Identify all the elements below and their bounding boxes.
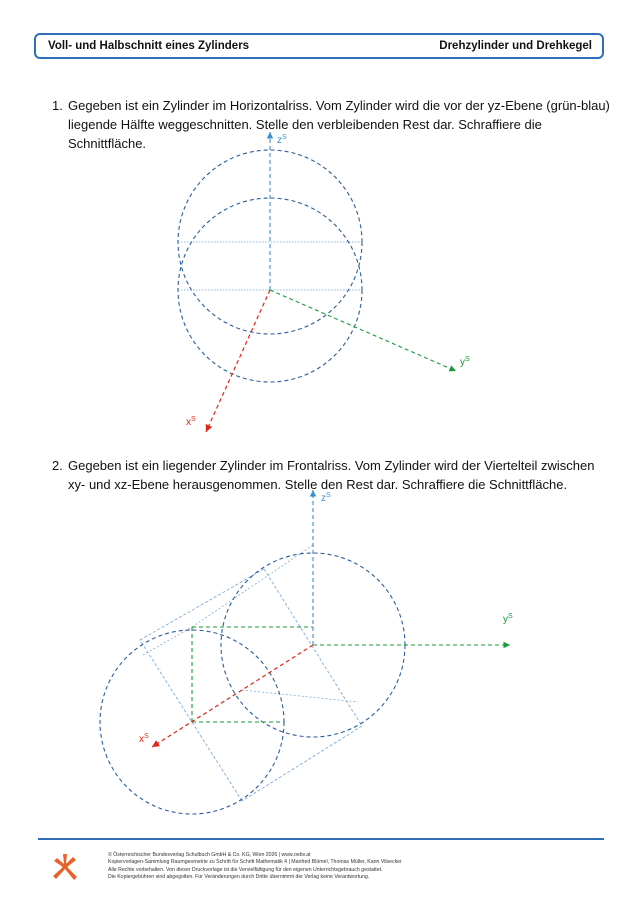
fig2-z-label: $z^S$ xyxy=(321,492,331,504)
footer-line-3: Alle Rechte vorbehalten. Von dieser Druckvorlage ist die Vervielfältigung für den eigenen Unterrichtsgebrauch gestattet. xyxy=(108,866,383,873)
fig2-outline-6 xyxy=(192,545,313,627)
figure-2 xyxy=(100,490,513,814)
task-1-number: 1. xyxy=(52,98,63,113)
footer-line-2: Kopiervorlagen-Sammlung Raumgeometrie zu Schritt für Schritt Mathematik 4 | Manfred Blümel, Thomas Müller, Karin Vilsecker xyxy=(108,859,402,866)
fig1-y-axis xyxy=(270,290,456,371)
fig1-z-label: $z^S$ xyxy=(277,134,287,146)
task-1-text: Gegeben ist ein Zylinder im Horizontalriss. Vom Zylinder wird die vor der yz-Ebene (grün-blau) liegende Hälfte weggeschnitten. Stelle den verbleibenden Rest dar. Schraffiere die Schnittfläche. xyxy=(68,98,610,151)
fig2-x-label: $x^S$ xyxy=(139,733,149,745)
fig2-outline-4 xyxy=(140,640,242,801)
footer-line-1: © Österreichischer Bundesverlag Schulbuch GmbH & Co. KG, Wien 2026 | www.oebv.at xyxy=(108,852,311,858)
fig2-outline-7 xyxy=(242,690,358,702)
chapter-title: Drehzylinder und Drehkegel xyxy=(439,40,592,52)
footer-divider xyxy=(38,838,604,840)
fig2-outline-5 xyxy=(143,627,192,655)
fig2-outline-3 xyxy=(242,726,362,801)
fig2-y-label: $y^S$ xyxy=(503,613,513,625)
publisher-logo-icon xyxy=(52,852,78,882)
fig2-outline-1 xyxy=(140,569,264,640)
figure-1 xyxy=(178,132,470,432)
fig1-x-label: $x^S$ xyxy=(186,416,196,428)
task-2-number: 2. xyxy=(52,458,63,473)
fig1-x-axis xyxy=(206,290,270,432)
footer-copyright xyxy=(108,852,578,882)
task-2-text: Gegeben ist ein liegender Zylinder im Frontalriss. Vom Zylinder wird der Viertelteil zwischen xy- und xz-Ebene herausgenommen. Stelle den Rest dar. Schraffiere die Schnittfläche. xyxy=(68,458,595,492)
footer-line-4: Die Kopiergebühren sind abgegolten. Für Veränderungen durch Dritte übernimmt der Verlag keine Verantwortung. xyxy=(108,874,370,881)
fig1-y-label: $y^S$ xyxy=(460,356,470,368)
fig2-x-axis xyxy=(152,645,313,747)
worksheet-title: Voll- und Halbschnitt eines Zylinders xyxy=(48,40,250,52)
